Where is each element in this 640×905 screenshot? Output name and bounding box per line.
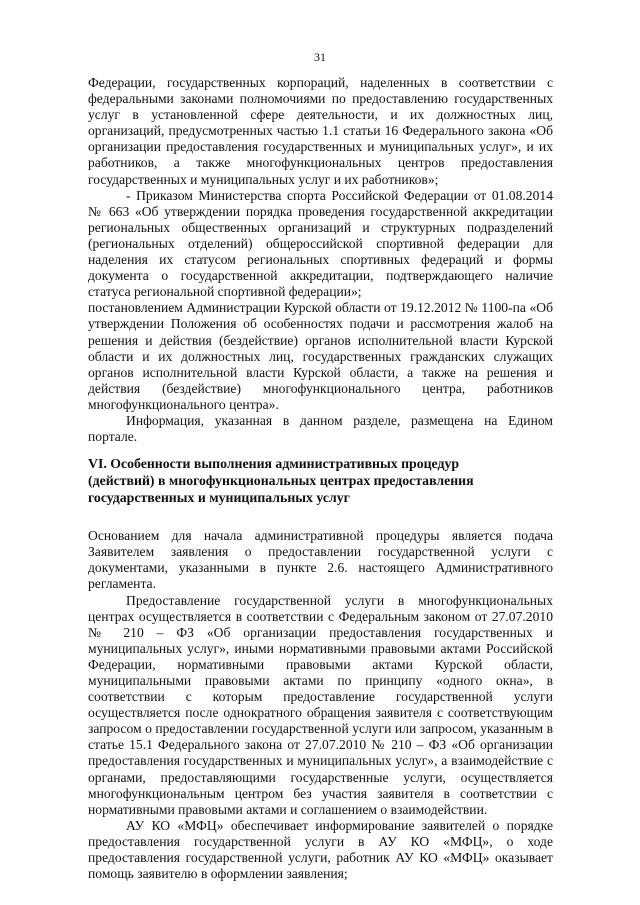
- document-body: [88, 75, 553, 882]
- paragraph-mfc-provision: Предоставление государственной услуги в многофункциональных центрах осуществляется в соответствии с Федеральным законом от 27.07.2010 № 210 – ФЗ «Об организации предоставления государственных и муниципальных услуг», иными нормативными правовыми актами Российской Федерации, нормативными правовыми актами Курской области, муниципальными правовыми актами по принципу «одного окна», в соответствии с которым предоставление государственной услуги осуществляется после однократного обращения заявителя с соответствующим запросом о предоставлении государственной услуги или запросом, указанным в статье 15.1 Федерального закона от 27.07.2010 № 210 – ФЗ «Об организации предоставления государственных и муниципальных услуг», а взаимодействие с органами, предоставляющими государственные услуги, осуществляется многофункциональным центром без участия заявителя в соответствии с нормативными правовыми актами и соглашением о взаимодействии.: [88, 592, 553, 817]
- page-number: 31: [314, 50, 326, 64]
- spacer: [88, 445, 553, 455]
- paragraph-unified-portal-note: Информация, указанная в данном разделе, размещена на Едином портале.: [88, 412, 553, 445]
- paragraph-procedure-basis: Основанием для начала административной процедуры является подача Заявителем заявления о предоставлении государственной услуги с документами, указанными в пункте 2.6. настоящего Административного регламента.: [88, 528, 553, 592]
- spacer: [88, 506, 553, 528]
- section-heading-line: VI. Особенности выполнения административных процедур: [88, 456, 460, 472]
- paragraph-mfc-informing: АУ КО «МФЦ» обеспечивает информирование заявителей о порядке предоставления государственной услуги в АУ КО «МФЦ», о ходе предоставления государственной услуги, работник АУ КО «МФЦ» оказывает помощь заявителю в оформлении заявления;: [88, 817, 553, 882]
- paragraph-kursk-resolution: постановлением Администрации Курской области от 19.12.2012 № 1100-па «Об утверждении Положения об особенностях подачи и рассмотрения жалоб на решения и действия (бездействие) органов исполнительной власти Курской области и их должностных лиц, государственных гражданских служащих органов исполнительной власти Курской области, а также на решения и действия (бездействие) многофункционального центра, работников многофункционального центра».: [88, 300, 553, 412]
- paragraph-federal-corporations: Федерации, государственных корпораций, наделенных в соответствии с федеральными законами полномочиями по предоставлению государственных услуг в установленной сфере деятельности, и их должностных лиц, организаций, предусмотренных частью 1.1 статьи 16 Федерального закона «Об организации предоставления государственных и муниципальных услуг», и их работников, а также многофункциональных центров предоставления государственных и муниципальных услуг и их работников»;: [88, 75, 553, 187]
- section-heading: [88, 455, 553, 506]
- section-heading-line: (действий) в многофункциональных центрах предоставления: [88, 473, 474, 489]
- paragraph-sports-ministry-order: - Приказом Министерства спорта Российской Федерации от 01.08.2014 № 663 «Об утверждении порядка проведения государственной аккредитации региональных общественных организаций и структурных подразделений (региональных отделений) общероссийской спортивной федерации для наделения их статусом региональных спортивных федераций и формы документа о государственной аккредитации, подтверждающего наличие статуса региональной спортивной федерации»;: [88, 187, 553, 300]
- section-heading-line: государственных и муниципальных услуг: [88, 490, 350, 506]
